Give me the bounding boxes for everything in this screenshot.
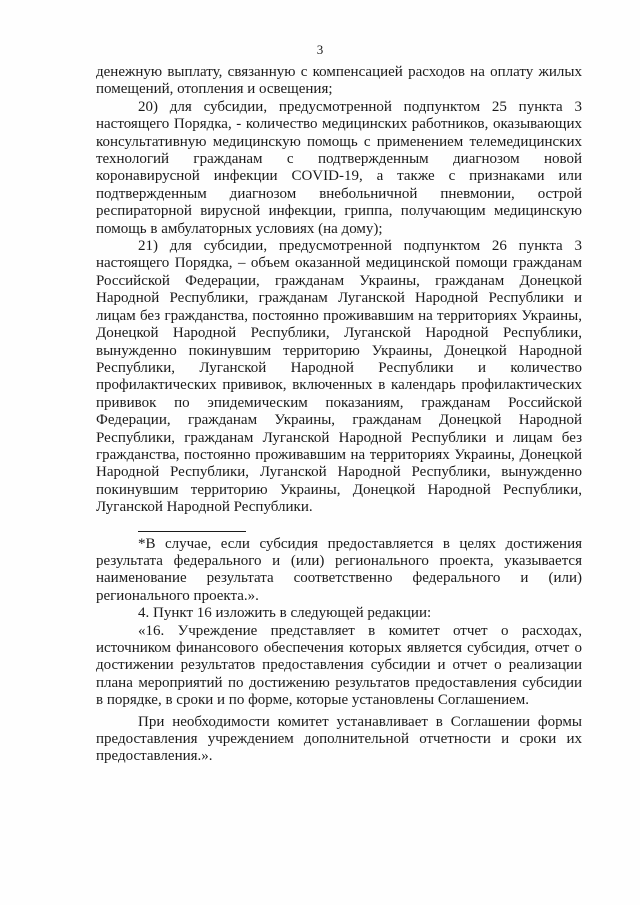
- paragraph-continuation: денежную выплату, связанную с компенсацией расходов на оплату жилых помещений, отопления и освещения;: [96, 64, 582, 98]
- paragraph-item-21: 21) для субсидии, предусмотренной подпунктом 26 пункта 3 настоящего Порядка, – объем оказанной медицинской помощи гражданам Российской Федерации, гражданам Украины, гражданам Донецкой Народной Республики, гражданам Луганской Народной Республики и лицам без гражданства, постоянно проживавшим на территориях Украины, Донецкой Народной Республики, Луганской Народной Республики, вынужденно покинувшим территорию Украины, Донецкой Народной Республики, Луганской Народной Республики и количество профилактических прививок, включенных в календарь профилактических прививок по эпидемическим показаниям, гражданам Российской Федерации, гражданам Украины, гражданам Донецкой Народной Республики, гражданам Луганской Народной Республики и лицам без гражданства, постоянно проживавшим на территориях Украины, Донецкой Народной Республики, Луганской Народной Республики, вынужденно покинувшим территорию Украины, Донецкой Народной Республики, Луганской Народной Республики.: [96, 238, 582, 516]
- amendment-paragraph-16: «16. Учреждение представляет в комитет отчет о расходах, источником финансового обеспечения которых является субсидия, отчет о достижении результатов предоставления субсидии и отчет о реализации плана мероприятий по достижению результатов предоставления субсидии в порядке, в сроки и по форме, которые установлены Соглашением.: [96, 622, 582, 709]
- amendment-paragraph-reporting: При необходимости комитет устанавливает в Соглашении формы предоставления учреждением дополнительной отчетности и сроки их предоставления.».: [96, 713, 582, 765]
- page-number: 3: [316, 42, 324, 57]
- footnote-text: *В случае, если субсидия предоставляется в целях достижения результата федерального и (или) регионального проекта, указывается наименование результата соответственно федерального и (или) регионального проекта.».: [96, 535, 582, 604]
- amendment-heading: 4. Пункт 16 изложить в следующей редакции:: [138, 605, 432, 622]
- document-body: [96, 64, 582, 766]
- footnote-divider: [138, 531, 246, 532]
- paragraph-item-20: 20) для субсидии, предусмотренной подпунктом 25 пункта 3 настоящего Порядка, - количество медицинских работников, оказывающих консультативную медицинскую помощь с применением телемедицинских технологий гражданам с подтвержденным диагнозом новой коронавирусной инфекции COVID-19, а также с признаками или подтвержденным диагнозом внебольничной пневмонии, острой респираторной вирусной инфекции, гриппа, получающим медицинскую помощь в амбулаторных условиях (на дому);: [96, 98, 582, 237]
